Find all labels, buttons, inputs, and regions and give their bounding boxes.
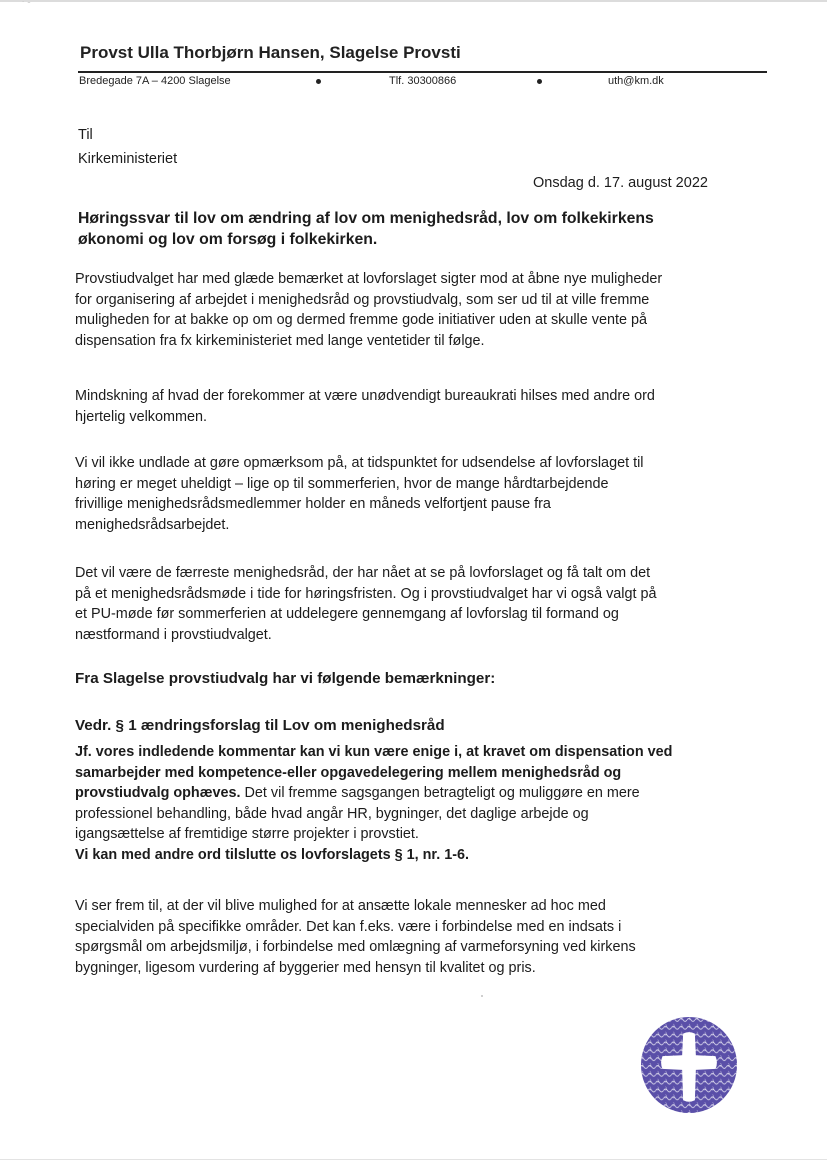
text-line: hjertelig velkommen. bbox=[75, 408, 207, 425]
section1-heading: Vedr. § 1 ændringsforslag til Lov om menighedsråd bbox=[75, 717, 445, 734]
letter-date: Onsdag d. 17. august 2022 bbox=[533, 175, 708, 191]
regular-text: Det vil fremme sagsgangen betragteligt og muliggøre en mere bbox=[240, 785, 640, 801]
subject-line: Høringssvar til lov om ændring af lov om menighedsråd, lov om folkekirkens bbox=[78, 210, 654, 227]
text-line: igangsættelse af fremtidige større projekter i provstiet. bbox=[75, 826, 419, 842]
text-line bbox=[75, 763, 775, 784]
text-line: høring er meget uheldigt – lige op til sommerferien, hvor de mange hårdtarbejdende bbox=[75, 475, 609, 492]
remarks-heading: Fra Slagelse provstiudvalg har vi følgende bemærkninger: bbox=[75, 670, 496, 687]
text-line: et PU-møde før sommerferien at uddelegere gennemgang af lovforslag til formand og bbox=[75, 606, 619, 622]
recipient-label: Til bbox=[78, 127, 93, 143]
text-line bbox=[75, 742, 775, 763]
section1-body bbox=[75, 742, 775, 865]
letterhead-address: Bredegade 7A – 4200 Slagelse bbox=[79, 75, 231, 87]
paragraph-councils bbox=[75, 563, 775, 645]
scan-artifact: ˙ ˉ bbox=[22, 0, 31, 10]
bold-text: Jf. vores indledende kommentar kan vi kun være enige i, at kravet om dispensation ved bbox=[75, 744, 673, 760]
church-cross-logo bbox=[640, 1016, 738, 1114]
text-line: Provstiudvalget har med glæde bemærket at lovforslaget sigter mod at åbne nye muligheder bbox=[75, 271, 663, 287]
text-line: på et menighedsrådsmøde i tide for høringsfristen. Og i provstiudvalget har vi også valgt på bbox=[75, 585, 657, 602]
section1-conclusion: Vi kan med andre ord tilslutte os lovforslagets § 1, nr. 1-6. bbox=[75, 846, 469, 863]
text-line: spørgsmål om arbejdsmiljø, i forbindelse med omlægning af varmeforsyning ved kirkens bbox=[75, 939, 636, 955]
scan-edge-bottom bbox=[0, 1159, 827, 1160]
text-line: frivillige menighedsrådsmedlemmer holder en måneds velfortjent pause fra bbox=[75, 496, 551, 512]
subject-line: økonomi og lov om forsøg i folkekirken. bbox=[78, 231, 378, 248]
separator-dot bbox=[316, 79, 321, 84]
text-line: for organisering af arbejdet i menighedsråd og provstiudvalg, som ser ud til at ville fremme bbox=[75, 291, 650, 308]
text-line: Det vil være de færreste menighedsråd, der har nået at se på lovforslaget og få talt om det bbox=[75, 565, 651, 581]
text-line: Mindskning af hvad der forekommer at være unødvendigt bureaukrati hilses med andre ord bbox=[75, 388, 655, 404]
text-line: menighedsrådsarbejdet. bbox=[75, 516, 230, 533]
letterhead-divider bbox=[78, 71, 767, 73]
text-line bbox=[75, 845, 775, 866]
letterhead-email: uth@km.dk bbox=[608, 75, 664, 87]
text-line: næstformand i provstiudvalget. bbox=[75, 626, 272, 643]
letterhead-name: Provst Ulla Thorbjørn Hansen, Slagelse Provsti bbox=[80, 43, 461, 62]
paragraph-closing bbox=[75, 896, 775, 978]
text-line: specialviden på specifikke områder. Det kan f.eks. være i forbindelse med en indsats i bbox=[75, 918, 622, 935]
paragraph-timing bbox=[75, 453, 775, 535]
text-line: Vi ser frem til, at der vil blive mulighed for at ansætte lokale mennesker ad hoc med bbox=[75, 898, 606, 914]
recipient-name: Kirkeministeriet bbox=[78, 151, 178, 167]
paragraph-intro bbox=[75, 269, 775, 351]
text-line: professionel behandling, både hvad angår HR, bygninger, det daglige arbejde og bbox=[75, 805, 589, 822]
text-line: dispensation fra fx kirkeministeriet med lange ventetider til følge. bbox=[75, 332, 485, 349]
scan-edge-top bbox=[0, 0, 827, 2]
text-line: Vi vil ikke undlade at gøre opmærksom på, at tidspunktet for udsendelse af lovforslaget til bbox=[75, 455, 644, 471]
recipient-block bbox=[78, 123, 177, 171]
bold-text: provstiudvalg ophæves. bbox=[75, 785, 241, 801]
paragraph-bureaucracy bbox=[75, 386, 775, 427]
scan-artifact bbox=[481, 995, 483, 997]
separator-dot bbox=[537, 79, 542, 84]
text-line: muligheden for at bakke op om og dermed fremme gode initiativer uden at skulle vente på bbox=[75, 312, 647, 328]
bold-text: samarbejder med kompetence-eller opgavedelegering mellem menighedsråd og bbox=[75, 764, 622, 781]
text-line bbox=[75, 783, 775, 804]
text-line: bygninger, ligesom vurdering af byggerier med hensyn til kvalitet og pris. bbox=[75, 959, 536, 976]
letter-subject bbox=[78, 208, 768, 250]
letterhead-phone: Tlf. 30300866 bbox=[389, 75, 457, 87]
